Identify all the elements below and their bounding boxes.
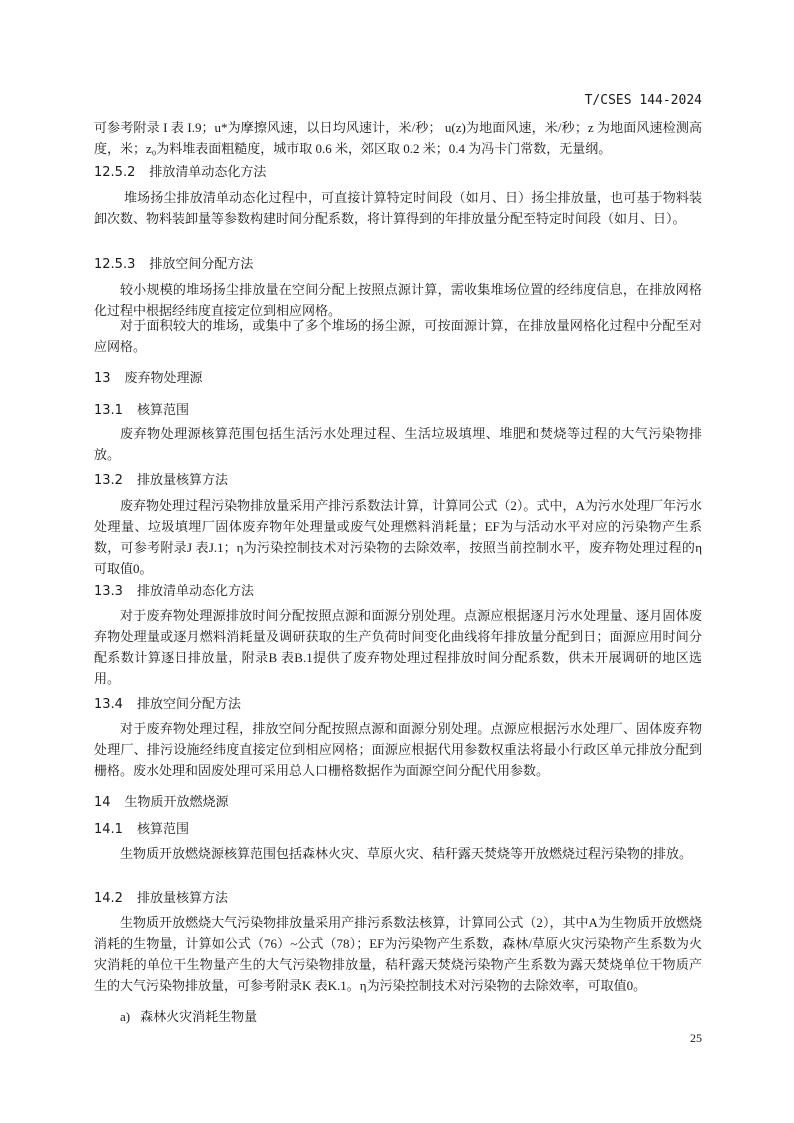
section-title: 排放空间分配方法: [136, 697, 241, 712]
section-heading-13-1: [94, 401, 702, 421]
section-title: 排放量核算方法: [136, 473, 228, 488]
section-heading-12-5-2: [94, 163, 702, 183]
paragraph: 对于废弃物处理过程，排放空间分配按照点源和面源分别处理。点源应根据污水处理厂、固体废弃物处理厂、排污设施经纬度直接定位到相应网格；面源应根据代用参数权重法将最小行政区单元排放分配到栅格。废水处理和固废处理可采用总人口栅格数据作为面源空间分配代用参数。: [94, 721, 702, 778]
section-title: 排放清单动态化方法: [149, 165, 267, 180]
paragraph: 废弃物处理过程污染物排放量采用产排污系数法计算，计算同公式（2）。式中，A为污水处理厂年污水处理量、垃圾填埋厂固体废弃物年处理量或废气处理燃料消耗量；EF为与活动水平对应的污染物产生系数，可参考附录J 表J.1；η为污染控制技术对污染物的去除效率，按照当前控制水平，废弃物处理过程的η可取值0。: [94, 498, 702, 576]
section-number: 14.1: [94, 822, 123, 837]
section-title: 生物质开放燃烧源: [124, 795, 229, 810]
paragraph: 堆场扬尘排放清单动态化过程中，可直接计算特定时间段（如月、日）扬尘排放量，也可基于物料装卸次数、物料装卸量等参数构建时间分配系数，将计算得到的年排放量分配至特定时间段（如月、日）。: [94, 190, 702, 226]
paragraph: 废弃物处理源核算范围包括生活污水处理过程、生活垃圾填埋、堆肥和焚烧等过程的大气污染物排放。: [94, 426, 702, 462]
section-number: 13.4: [94, 697, 123, 712]
section-number: 13.1: [94, 403, 123, 418]
page-number: 25: [690, 1031, 702, 1045]
section-title: 排放清单动态化方法: [136, 584, 254, 599]
section-heading-13-3: [94, 582, 702, 602]
section-heading-13-2: [94, 471, 702, 491]
section-title: 核算范围: [136, 822, 189, 837]
section-heading-14-1: [94, 820, 702, 840]
chapter-heading-13: [94, 369, 702, 389]
list-marker: a): [120, 1009, 131, 1024]
paragraph: 生物质开放燃烧源核算范围包括森林火灾、草原火灾、秸秆露天焚烧等开放燃烧过程污染物的排放。: [120, 846, 693, 861]
chapter-heading-14: [94, 793, 702, 813]
paragraph: 较小规模的堆场扬尘排放量在空间分配上按照点源计算，需收集堆场位置的经纬度信息，在排放网格化过程中根据经纬度直接定位到相应网格。: [94, 282, 702, 318]
section-number: 14.2: [94, 891, 123, 906]
section-heading-14-2: [94, 889, 702, 909]
section-heading-13-4: [94, 695, 702, 715]
list-item: [120, 1006, 257, 1027]
section-number: 13: [94, 371, 111, 386]
section-title: 排放量核算方法: [136, 891, 228, 906]
document-id: T/CSES 144-2024: [584, 93, 702, 108]
section-title: 核算范围: [136, 403, 189, 418]
section-number: 12.5.3: [94, 257, 136, 272]
section-number: 12.5.2: [94, 165, 136, 180]
section-number: 13.3: [94, 584, 123, 599]
paragraph: 生物质开放燃烧大气污染物排放量采用产排污系数法核算，计算同公式（2），其中A为生物质开放燃烧消耗的生物量，计算如公式（76）~公式（78）；EF为污染物产生系数，森林/草原火灾污染物产生系数为火灾消耗的单位干生物量产生的大气污染物排放量，秸秆露天焚烧污染物产生系数为露天焚烧单位干物质产生的大气污染物排放量，可参考附录K 表K.1。η为污染控制技术对污染物的去除效率，可取值0。: [94, 915, 702, 993]
section-heading-12-5-3: [94, 255, 702, 275]
paragraph: 可参考附录 I 表 I.9；u*为摩擦风速，以日均风速计，米/秒； u(z)为地面风速，米/秒；z 为地面风速检测高度，米；z₀为料堆表面粗糙度，城市取 0.6 米，郊区取 0.2 米；0.4 为冯卡门常数，无量纲。: [94, 120, 702, 156]
section-number: 13.2: [94, 473, 123, 488]
section-title: 废弃物处理源: [124, 371, 203, 386]
paragraph: 对于废弃物处理源排放时间分配按照点源和面源分别处理。点源应根据逐月污水处理量、逐月固体废弃物处理量或逐月燃料消耗量及调研获取的生产负荷时间变化曲线将年排放量分配到日；面源应用时间分配系数计算逐日排放量，附录B 表B.1提供了废弃物处理过程排放时间分配系数，供未开展调研的地区选用。: [94, 608, 702, 686]
list-item-text: 森林火灾消耗生物量: [140, 1009, 258, 1024]
paragraph: 对于面积较大的堆场，或集中了多个堆场的扬尘源，可按面源计算，在排放量网格化过程中分配至对应网格。: [94, 318, 702, 354]
section-title: 排放空间分配方法: [149, 257, 254, 272]
section-number: 14: [94, 795, 111, 810]
